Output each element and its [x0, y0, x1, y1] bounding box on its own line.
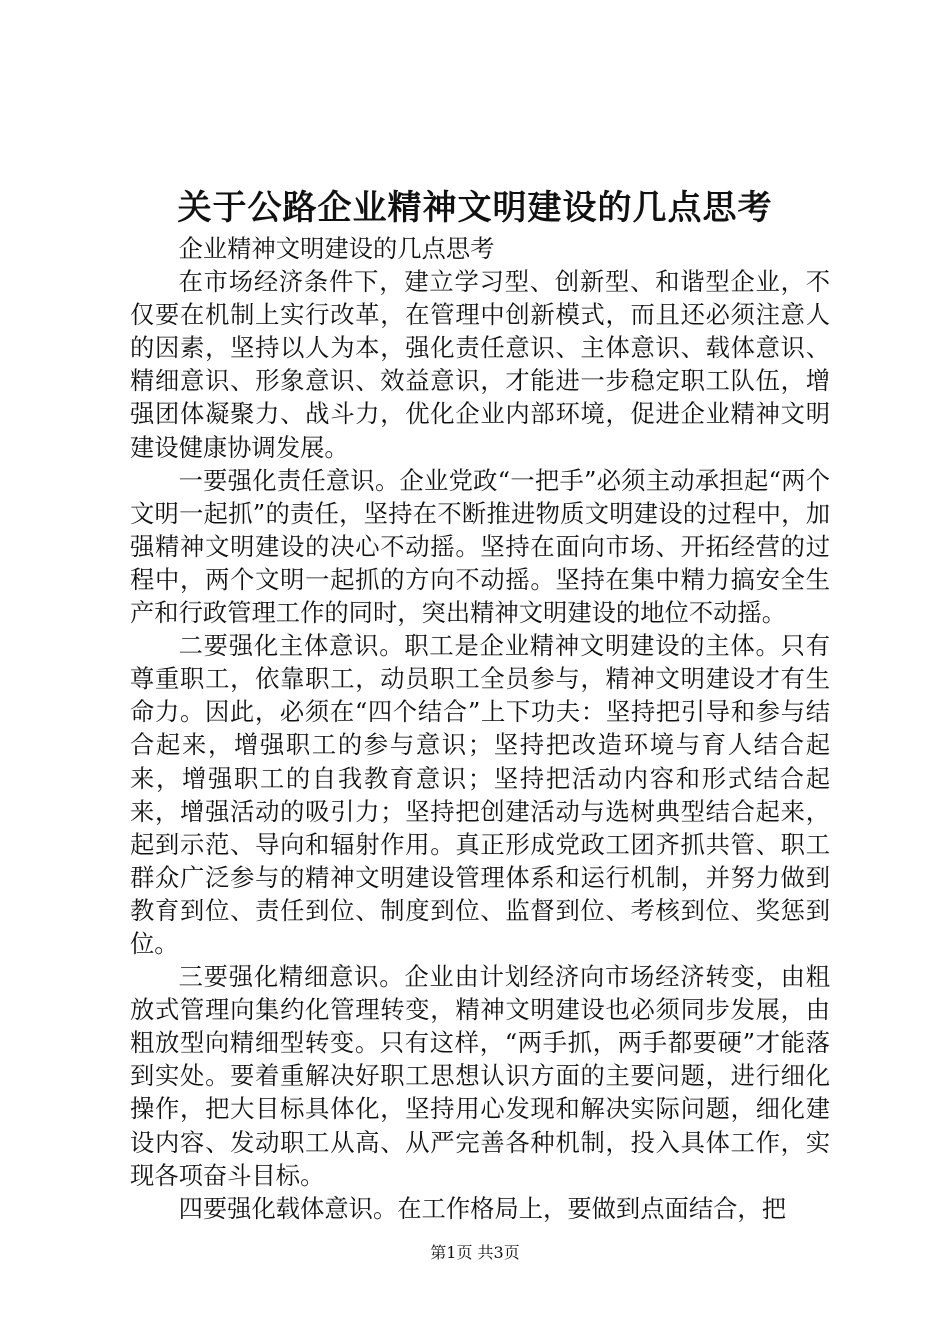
paragraph-refinement: 三要强化精细意识。企业由计划经济向市场经济转变，由粗放式管理向集约化管理转变，精神文明建设也必须同步发展，由粗放型向精细型转变。只有这样，“两手抓，两手都要硬”才能落到实处。要着重解决好职工思想认识方面的主要问题，进行细化操作，把大目标具体化，坚持用心发现和解决实际问题，细化建设内容、发动职工从高、从严完善各种机制，投入具体工作，实现各项奋斗目标。: [130, 962, 830, 1190]
paragraph-carrier: 四要强化载体意识。在工作格局上，要做到点面结合，把: [178, 1193, 787, 1223]
document-title: 关于公路企业精神文明建设的几点思考: [177, 188, 773, 228]
paragraph-responsibility: 一要强化责任意识。企业党政“一把手”必须主动承担起“两个文明一起抓”的责任，坚持在不断推进物质文明建设的过程中，加强精神文明建设的决心不动摇。坚持在面向市场、开拓经营的过程中，两个文明一起抓的方向不动摇。坚持在集中精力搞安全生产和行政管理工作的同时，突出精神文明建设的地位不动摇。: [130, 465, 830, 628]
subtitle-paragraph: 企业精神文明建设的几点思考: [178, 234, 495, 263]
paragraph-subject: 二要强化主体意识。职工是企业精神文明建设的主体。只有尊重职工，依靠职工，动员职工全员参与，精神文明建设才有生命力。因此，必须在“四个结合”上下功夫：坚持把引导和参与结合起来，增强职工的参与意识；坚持把改造环境与育人结合起来，增强职工的自我教育意识；坚持把活动内容和形式结合起来，增强活动的吸引力；坚持把创建活动与选树典型结合起来，起到示范、导向和辐射作用。真正形成党政工团齐抓共管、职工群众广泛参与的精神文明建设管理体系和运行机制，并努力做到教育到位、责任到位、制度到位、监督到位、考核到位、奖惩到位。: [130, 631, 830, 958]
document-body: [130, 232, 830, 1225]
intro-paragraph: 在市场经济条件下，建立学习型、创新型、和谐型企业，不仅要在机制上实行改革，在管理中创新模式，而且还必须注意人的因素，坚持以人为本，强化责任意识、主体意识、载体意识、精细意识、形象意识、效益意识，才能进一步稳定职工队伍，增强团体凝聚力、战斗力，优化企业内部环境，促进企业精神文明建设健康协调发展。: [130, 267, 830, 462]
page-footer: 第1页 共3页: [430, 1243, 520, 1262]
